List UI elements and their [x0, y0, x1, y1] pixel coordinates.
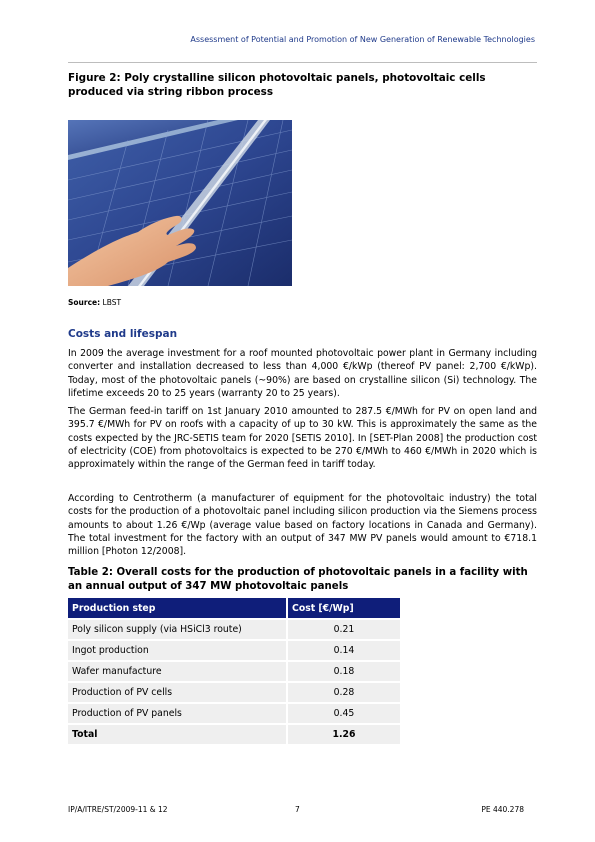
footer-reference: PE 440.278 [481, 805, 524, 814]
table-total-row [68, 725, 400, 744]
row-cost: 0.21 [288, 620, 400, 639]
total-value: 1.26 [288, 725, 400, 744]
header-divider [68, 62, 537, 63]
page-header: Assessment of Potential and Promotion of New Generation of Renewable Technologies [190, 35, 535, 44]
table-row [68, 683, 400, 702]
row-step: Production of PV panels [68, 704, 286, 723]
row-cost: 0.28 [288, 683, 400, 702]
paragraph-centrotherm: According to Centrotherm (a manufacturer of equipment for the photovoltaic industry) the total costs for the production of a photovoltaic panel including silicon production via the Siemens process amounts to about 1.26 €/Wp (average value based on factory locations in Canada and Germany). The total investment for the factory with an output of 347 MW PV panels would amount to €718.1 million [Photon 12/2008]. [68, 493, 537, 558]
figure-caption: Figure 2: Poly crystalline silicon photovoltaic panels, photovoltaic cells produced via string ribbon process [68, 72, 486, 98]
row-step: Poly silicon supply (via HSiCl3 route) [68, 620, 286, 639]
paragraph-investment: In 2009 the average investment for a roof mounted photovoltaic power plant in Germany including converter and installation decreased to less than 4,000 €/kWp (thereof PV panel: 2,700 €/kWp). Today, most of the photovoltaic panels (~90%) are based on crystalline silicon (Si) technology. The lifetime exceeds 20 to 25 years (warranty 20 to 25 years). [68, 348, 537, 399]
row-step: Ingot production [68, 641, 286, 660]
table-header-row [68, 598, 400, 618]
table-caption: Table 2: Overall costs for the production of photovoltaic panels in a facility with an annual output of 347 MW photovoltaic panels [68, 567, 528, 592]
figure-source [68, 298, 121, 307]
table-row [68, 641, 400, 660]
row-cost: 0.18 [288, 662, 400, 681]
row-cost: 0.45 [288, 704, 400, 723]
table-row [68, 704, 400, 723]
solar-panel-photo [68, 120, 292, 286]
row-cost: 0.14 [288, 641, 400, 660]
table-row [68, 662, 400, 681]
cost-table [66, 596, 402, 746]
header-production-step: Production step [68, 598, 286, 618]
row-step: Wafer manufacture [68, 662, 286, 681]
footer-page-number: 7 [295, 805, 300, 814]
footer-document-id: IP/A/ITRE/ST/2009-11 & 12 [68, 805, 168, 814]
source-label: Source: [68, 298, 101, 307]
paragraph-feed-in-tariff: The German feed-in tariff on 1st January 2010 amounted to 287.5 €/MWh for PV on open land and 395.7 €/MWh for PV on roofs with a capacity of up to 30 kW. This is approximately the same as the costs expected by the JRC-SETIS team for 2020 [SETIS 2010]. In [SET-Plan 2008] the production cost of electricity (COE) from photovoltaics is expected to be 270 €/MWh to 460 €/MWh in 2020 which is approximately within the range of the German feed in tariff today. [68, 406, 537, 471]
source-value: LBST [102, 298, 122, 307]
table-row [68, 620, 400, 639]
total-label: Total [68, 725, 286, 744]
row-step: Production of PV cells [68, 683, 286, 702]
section-title: Costs and lifespan [68, 328, 178, 340]
header-cost: Cost [€/Wp] [288, 598, 400, 618]
